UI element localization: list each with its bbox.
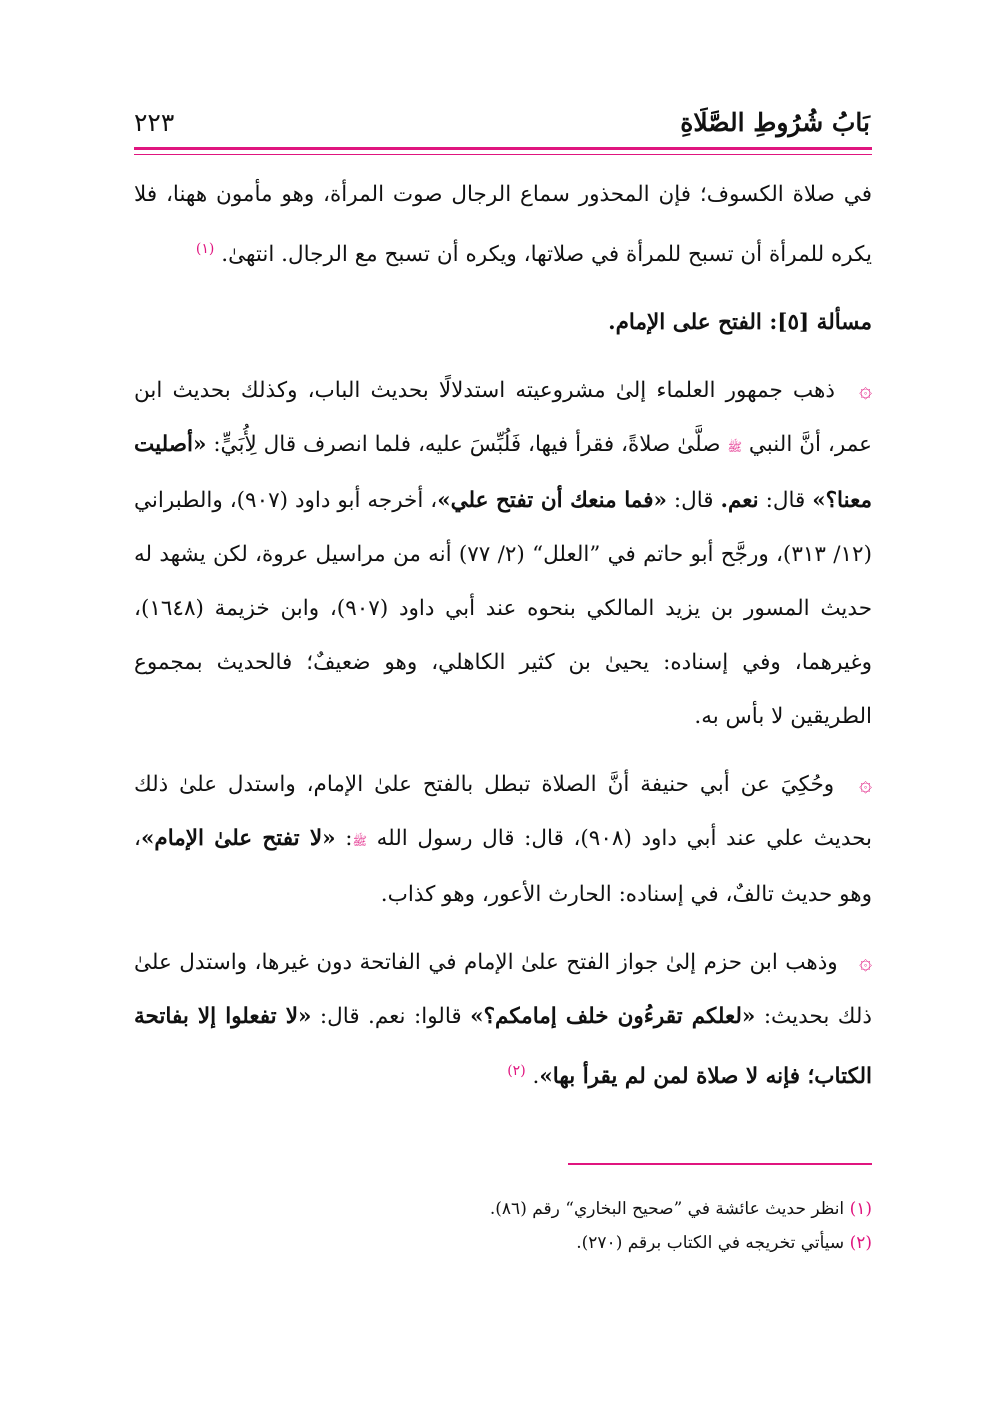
paragraph-3-text-a: وحُكِيَ عن أبي حنيفة أنَّ الصلاة تبطل بالفتح علىٰ الإمام، واستدل علىٰ ذلك بحديث علي عند أبي داود (٩٠٨)، قال: قال رسول الله: [134, 772, 872, 852]
paragraph-4-text-b: قالوا: نعم. قال:: [319, 1004, 462, 1030]
paragraph-2-text-d: قال:: [673, 488, 714, 514]
hadith-quote: «أصليت معنا؟»: [134, 432, 872, 514]
bullet-ornament-icon: ۞: [859, 772, 872, 798]
bullet-ornament-icon: ۞: [859, 950, 872, 976]
paragraph-3: ۞ وحُكِيَ عن أبي حنيفة أنَّ الصلاة تبطل بالفتح علىٰ الإمام، واستدل علىٰ ذلك بحديث علي عند أبي داود (٩٠٨)، قال: قال رسول الله ﷺ: «لا تفتح علىٰ الإمام»، وهو حديث تالفٌ، في إسناده: الحارث الأعور، وهو كذاب.: [134, 772, 872, 908]
chapter-title: بَابُ شُرُوطِ الصَّلَاةِ: [680, 108, 870, 137]
footnote-text: سيأتي تخريجه في الكتاب برقم (٢٧٠).: [576, 1233, 845, 1253]
header-rule-thin: [134, 154, 872, 155]
footnote-number: (١): [849, 1199, 872, 1219]
paragraph-4: ۞ وذهب ابن حزم إلىٰ جواز الفتح علىٰ الإمام في الفاتحة دون غيرها، واستدل علىٰ ذلك بحديث: «لعلكم تقرءُون خلف إمامكم؟» قالوا: نعم. قال: «لا تفعلوا إلا بفاتحة الكتاب؛ فإنه لا صلاة لمن لم يقرأ بها». $^{(٢)}$: [134, 950, 872, 1090]
page-number: ٢٢٣: [134, 108, 175, 137]
bullet-ornament-icon: ۞: [859, 378, 873, 404]
running-header: [134, 108, 872, 142]
salutation-icon: ﷺ: [352, 834, 367, 849]
paragraph-2-text-b: صلَّىٰ صلاةً، فقرأ فيها، فَلُبِّسَ عليه، فلما انصرف قال لِأُبَيٍّ:: [213, 432, 721, 458]
page: [134, 0, 872, 1418]
salutation-icon: ﷺ: [727, 440, 742, 455]
header-rule: [134, 147, 872, 150]
hadith-quote: «فما منعك أن تفتح علي»: [437, 488, 667, 514]
paragraph-2-text-a: ذهب جمهور العلماء إلىٰ مشروعيته استدلالًا بحديث الباب، وكذلك بحديث ابن عمر، أنَّ النبي: [134, 378, 872, 458]
footnote-ref-1[interactable]: (١): [195, 241, 215, 257]
footnote-2: [134, 1226, 872, 1260]
paragraph-1-text: في صلاة الكسوف؛ فإن المحذور سماع الرجال صوت المرأة، وهو مأمون ههنا، فلا يكره للمرأة أن تسبح للمرأة في صلاتها، ويكره أن تسبح مع الرجال. انتهىٰ.: [134, 182, 872, 268]
footnotes: [134, 1192, 872, 1260]
footnote-ref-2[interactable]: (٢): [507, 1063, 526, 1080]
issue-label: مسألة [٥]:: [769, 310, 872, 336]
footnote-number: (٢): [849, 1233, 872, 1253]
hadith-quote: «لا تفتح علىٰ الإمام»: [140, 826, 336, 852]
footnote-1: [134, 1192, 872, 1226]
issue-heading: [134, 296, 872, 350]
hadith-quote: «لعلكم تقرءُون خلف إمامكم؟»: [470, 1004, 756, 1030]
paragraph-3-text-b: ، وهو حديث تالفٌ، في إسناده: الحارث الأعور، وهو كذاب.: [134, 826, 872, 908]
paragraph-2-text-c: قال:: [765, 488, 806, 514]
paragraph-2: [134, 364, 872, 744]
paragraph-1: [134, 168, 872, 282]
hadith-quote: «لا تفعلوا إلا بفاتحة الكتاب؛ فإنه لا صلاة لمن لم يقرأ بها»: [134, 1004, 872, 1090]
issue-title: الفتح على الإمام.: [608, 310, 762, 336]
hadith-quote: نعم.: [720, 488, 759, 514]
footnote-rule: [568, 1163, 872, 1165]
footnote-text: انظر حديث عائشة في ”صحيح البخاري“ رقم (٨٦).: [489, 1199, 845, 1219]
paragraph-2-text-e: ، أخرجه أبو داود (٩٠٧)، والطبراني (١٢/ ٣١٣)، ورجَّح أبو حاتم في ”العلل“ (٢/ ٧٧) أنه من مراسيل عروة، لكن يشهد له حديث المسور بن يزيد المالكي بنحوه عند أبي داود (٩٠٧)، وابن خزيمة (١٦٤٨)، وغيرهما، وفي إسناده: يحيىٰ بن كثير الكاهلي، وهو ضعيفٌ؛ فالحديث بمجموع الطريقين لا بأس به.: [134, 488, 872, 730]
main-text: [134, 168, 872, 1104]
paragraph-4-text-a: وذهب ابن حزم إلىٰ جواز الفتح علىٰ الإمام في الفاتحة دون غيرها، واستدل علىٰ ذلك بحديث:: [134, 950, 872, 1030]
